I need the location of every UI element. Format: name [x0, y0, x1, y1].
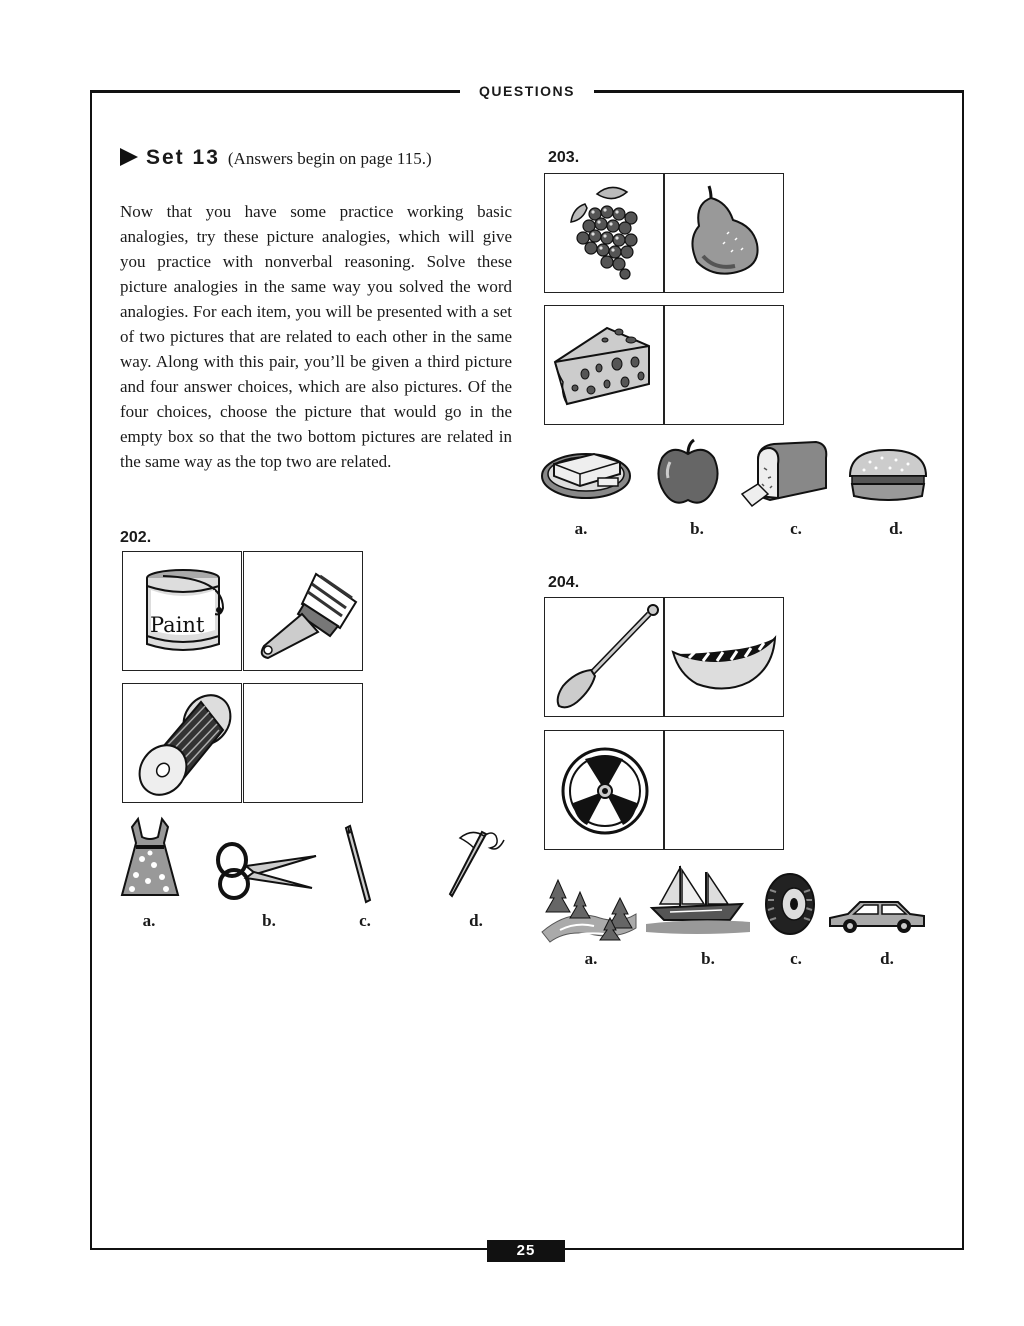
- choice-letter: d.: [889, 519, 903, 538]
- apple-icon: [654, 438, 722, 508]
- picture-box: [544, 305, 664, 425]
- grapes-icon: [545, 174, 663, 292]
- page-number: 25: [487, 1240, 565, 1262]
- choice-letter: c.: [359, 911, 371, 930]
- empty-answer-box: [664, 305, 784, 425]
- empty-answer-box: [243, 683, 363, 803]
- picture-box: [544, 597, 664, 717]
- empty-answer-box: [664, 730, 784, 850]
- choice-letter: c.: [790, 519, 802, 538]
- tire-icon: [762, 872, 818, 936]
- paddle-icon: [545, 598, 663, 716]
- thread-spool-icon: [123, 684, 241, 802]
- frame-top-left: [90, 90, 460, 93]
- bread-icon: [738, 438, 830, 510]
- canoe-icon: [665, 598, 783, 716]
- dress-icon: [118, 815, 182, 899]
- cheese-icon: [545, 306, 663, 424]
- choice-letter: a.: [574, 519, 588, 538]
- frame-right: [962, 90, 964, 1250]
- knitting-needle-icon: [340, 824, 374, 904]
- frame-top-right: [594, 90, 964, 93]
- choice-letter: b.: [690, 519, 704, 538]
- steering-wheel-icon: [545, 731, 663, 849]
- choice-letter: b.: [262, 911, 276, 930]
- svg-text:Paint: Paint: [150, 613, 205, 637]
- choice-letter: c.: [790, 949, 802, 968]
- pear-icon: [665, 174, 783, 292]
- picture-box: [544, 173, 664, 293]
- choice-letter: a.: [584, 949, 598, 968]
- picture-box: [122, 683, 242, 803]
- question-number: 204.: [548, 574, 580, 591]
- sailboat-icon: [646, 860, 750, 936]
- question-number: 202.: [120, 529, 152, 546]
- scissors-icon: [212, 838, 320, 904]
- river-icon: [540, 878, 638, 944]
- set-heading: [120, 146, 432, 170]
- section-header: QUESTIONS: [479, 83, 575, 99]
- set-title: Set 13: [146, 146, 220, 169]
- set-note: (Answers begin on page 115.): [227, 149, 432, 168]
- sewing-needle-icon: [442, 826, 508, 898]
- frame-left: [90, 90, 92, 1250]
- paintbrush-icon: [244, 552, 362, 670]
- play-triangle-icon: [120, 148, 138, 166]
- picture-box: [122, 551, 242, 671]
- picture-box: [664, 597, 784, 717]
- paint-can-icon: [123, 552, 241, 670]
- car-icon: [826, 896, 928, 936]
- picture-box: [664, 173, 784, 293]
- choice-letter: b.: [701, 949, 715, 968]
- butter-icon: [540, 442, 632, 502]
- intro-paragraph: Now that you have some practice working basic analogies, try these picture analogies, which will give you practice with nonverbal reasoning. Solve these picture analogies in the same way you solved the word analogies. For each item, you will be presented with a set of two pictures that are related to each other in the same way. Along with this pair, you’ll be given a third picture and four answer choices, which are also pictures. Of the four choices, choose the picture that would go in the empty box so that the two bottom pictures are related in the same way as the top two are related.: [120, 202, 512, 471]
- picture-box: [243, 551, 363, 671]
- choice-letter: d.: [469, 911, 483, 930]
- choice-letter: a.: [142, 911, 156, 930]
- choice-letter: d.: [880, 949, 894, 968]
- question-number: 203.: [548, 149, 580, 166]
- burger-bun-icon: [846, 446, 930, 506]
- picture-box: [544, 730, 664, 850]
